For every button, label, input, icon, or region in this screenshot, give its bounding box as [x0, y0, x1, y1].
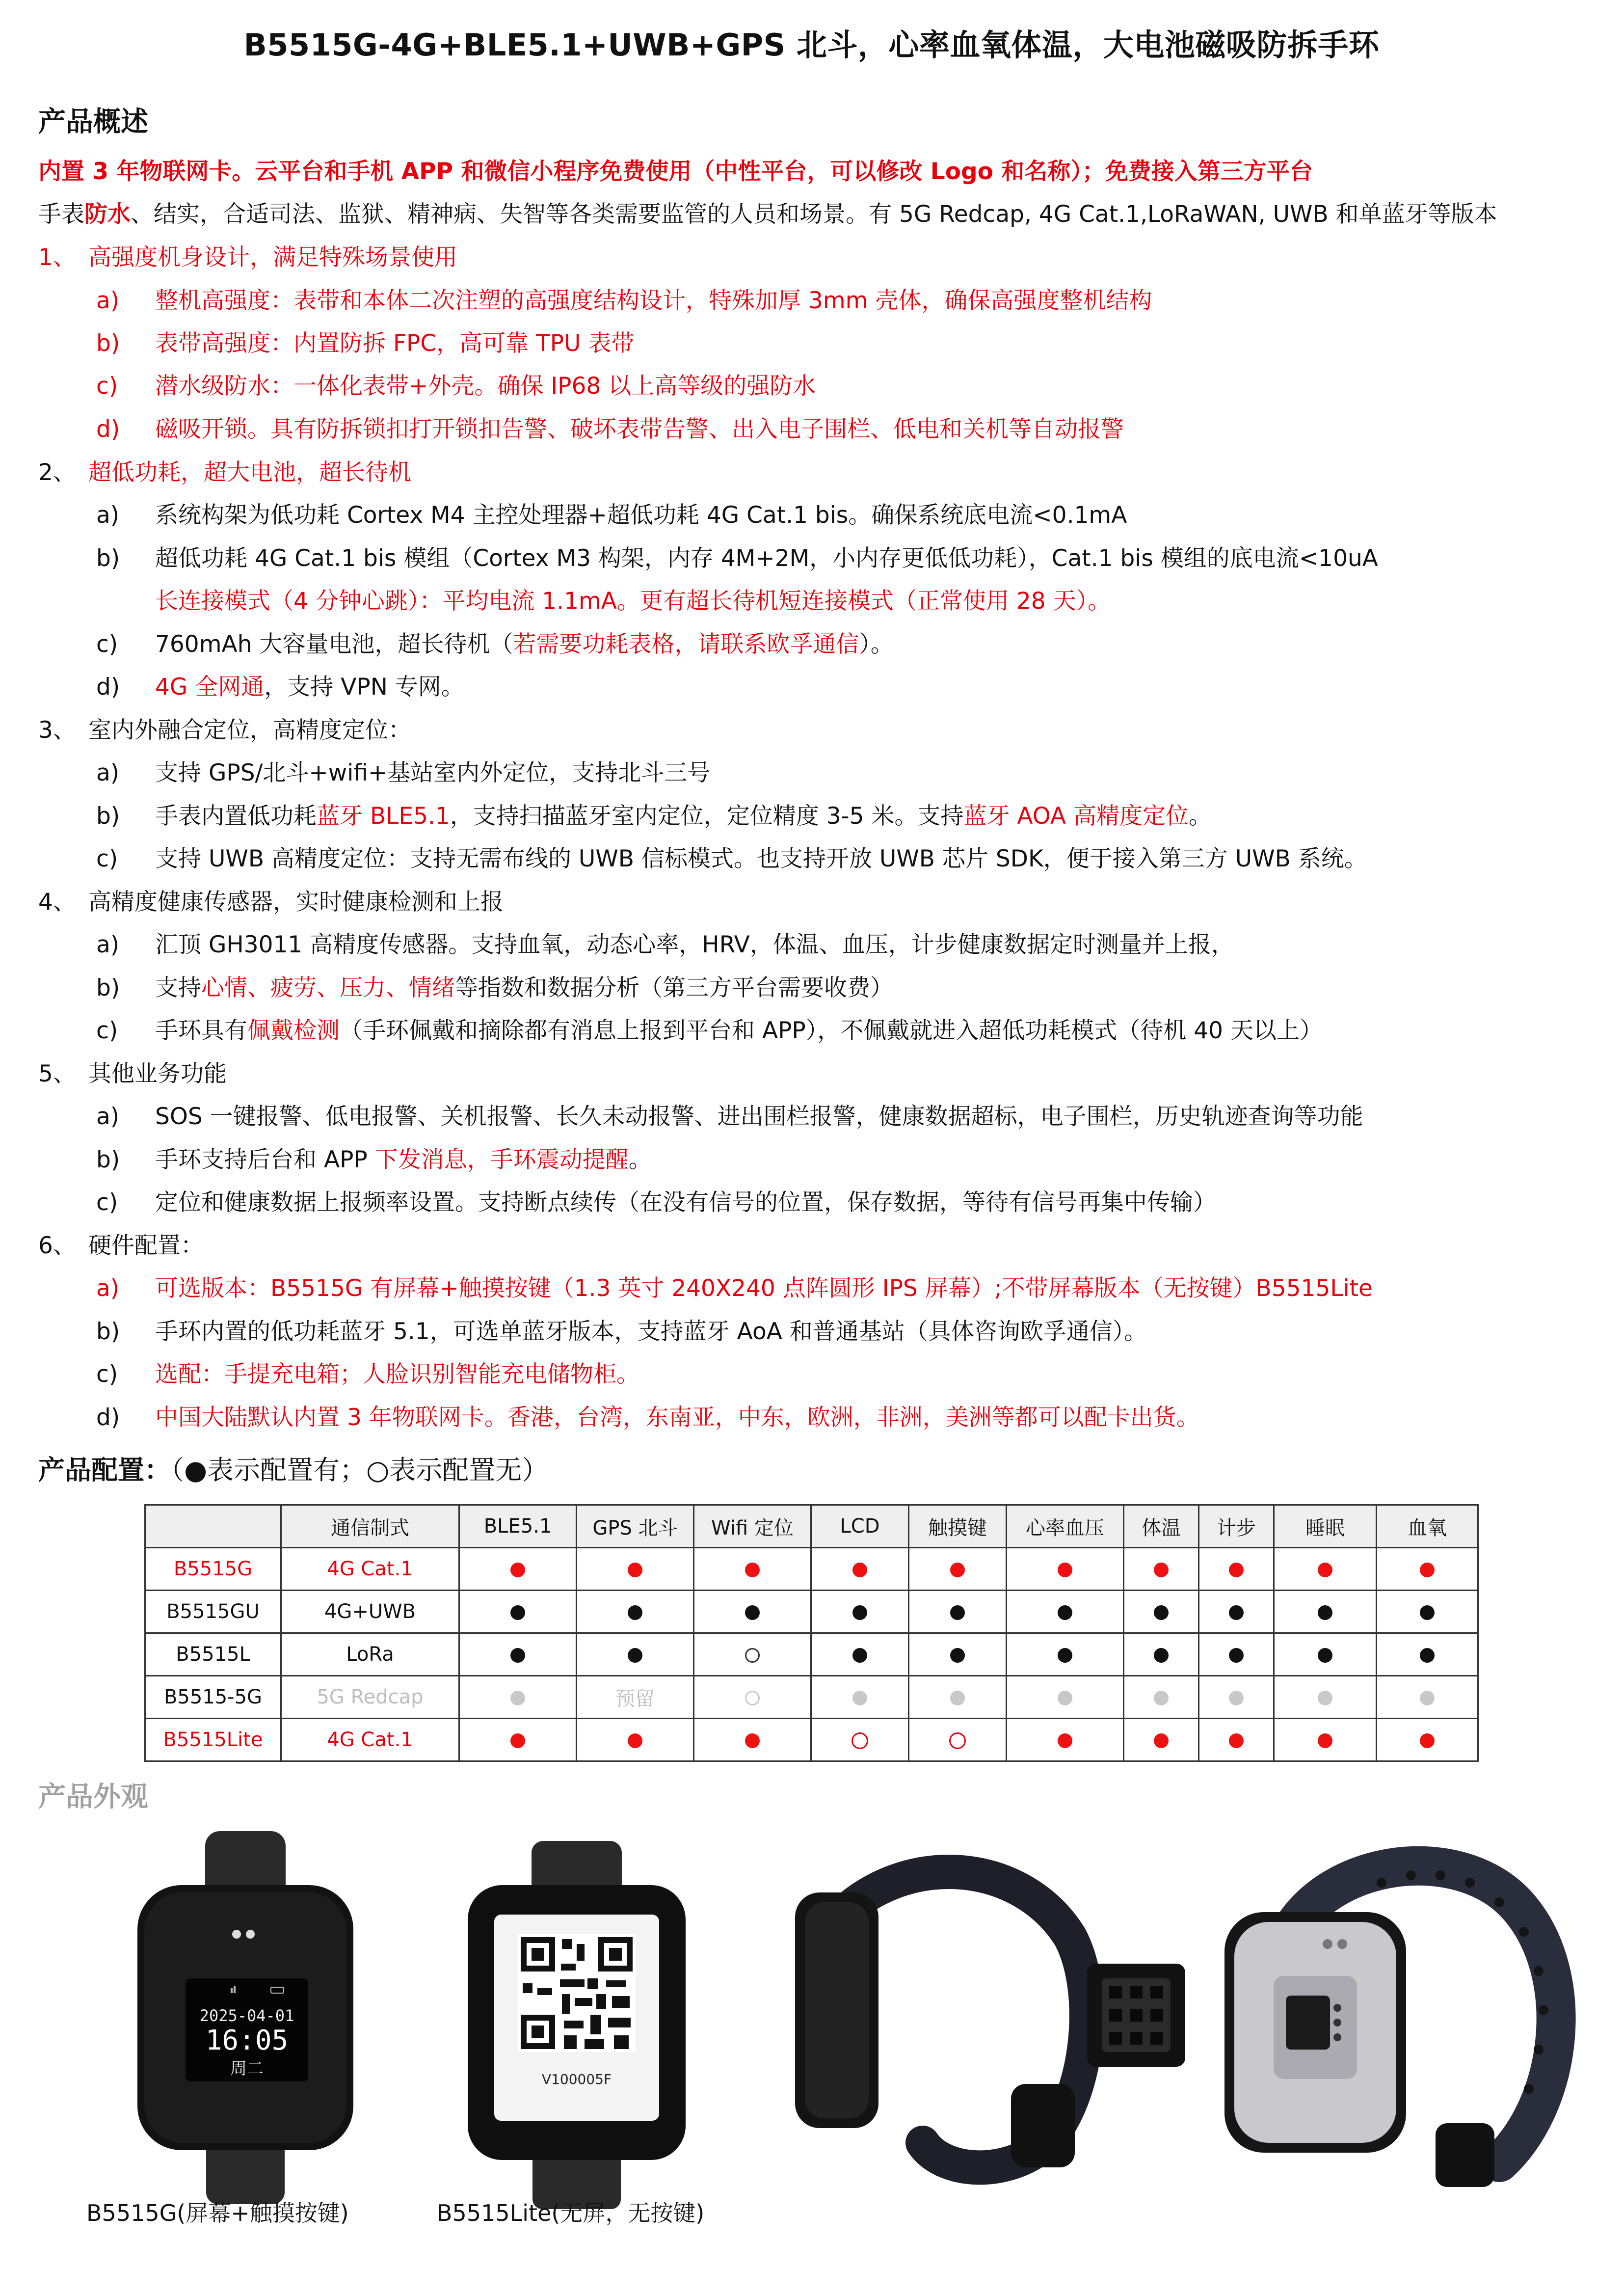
magnetic-clasp-image	[1082, 1954, 1190, 2077]
s2-c-contact: 若需要功耗表格，请联系欧孚通信	[513, 631, 859, 658]
yes-dot-icon	[1229, 1691, 1244, 1705]
s3-title: 室内外融合定位，高精度定位：	[88, 717, 411, 744]
s5-c-text: 定位和健康数据上报频率设置。支持断点续传（在没有信号的位置，保存数据，等待有信号再集中传输）	[155, 1189, 1216, 1216]
watch-side-view-image	[775, 1829, 1119, 2202]
yes-dot-icon	[745, 1563, 760, 1577]
s3-b-text	[155, 802, 1212, 831]
s6-b-key: b)	[96, 1318, 120, 1345]
table-header-cell: 心率血压	[1007, 1505, 1124, 1548]
table-header-row	[145, 1505, 1478, 1548]
caption-b5515lite: B5515Lite(无屏，无按键)	[437, 2200, 705, 2226]
s4-c-wear: 佩戴检测	[247, 1017, 340, 1044]
comm-cell: 4G+UWB	[281, 1591, 459, 1633]
watch-b5515lite-image	[459, 1841, 694, 2214]
model-cell: B5515L	[145, 1633, 281, 1676]
qr-code-icon	[518, 1934, 636, 2052]
yes-dot-icon	[950, 1648, 965, 1663]
yes-dot-icon	[745, 1733, 760, 1748]
comm-cell: LoRa	[281, 1633, 459, 1676]
s3-b-part-a: 手表内置低功耗	[155, 803, 317, 830]
s1-c-key: c)	[96, 373, 118, 400]
yes-dot-icon	[1154, 1691, 1169, 1705]
table-row	[145, 1591, 1478, 1633]
table-header-cell: LCD	[811, 1505, 909, 1548]
yes-dot-icon	[1154, 1605, 1169, 1620]
yes-dot-icon	[510, 1605, 525, 1620]
yes-dot-icon	[510, 1563, 525, 1577]
yes-dot-icon	[1318, 1648, 1332, 1663]
yes-dot-icon	[950, 1563, 965, 1577]
s3-a-key: a)	[96, 759, 120, 786]
s1-d-key: d)	[96, 416, 120, 443]
watch-b5515g-image	[128, 1821, 363, 2214]
s1-d-text: 磁吸开锁。具有防拆锁扣打开锁扣告警、破坏表带告警、出入电子围栏、低电和关机等自动报警	[155, 416, 1124, 443]
yes-dot-icon	[1154, 1563, 1169, 1577]
yes-dot-icon	[1318, 1563, 1332, 1577]
s2-b-key: b)	[96, 545, 120, 572]
s2-b2-text: 长连接模式（4 分钟心跳）：平均电流 1.1mA。更有超长待机短连接模式（正常使用 28 天）。	[155, 588, 1111, 615]
yes-dot-icon	[1229, 1605, 1244, 1620]
no-circle-icon	[745, 1648, 760, 1663]
s2-d-part-b: ，支持 VPN 专网。	[264, 674, 464, 701]
s2-c-text	[155, 630, 894, 659]
s5-b-part-a: 手环支持后台和 APP	[155, 1146, 375, 1173]
s1-b-key: b)	[96, 330, 120, 357]
table-header-cell: 睡眠	[1274, 1505, 1377, 1548]
s2-c-key: c)	[96, 631, 118, 658]
s2-a-text: 系统构架为低功耗 Cortex M4 主控处理器+超低功耗 4G Cat.1 bis。确保系统底电流<0.1mA	[155, 502, 1127, 529]
comm-cell: 5G Redcap	[281, 1676, 459, 1719]
s3-c-text: 支持 UWB 高精度定位：支持无需布线的 UWB 信标模式。也支持开放 UWB 芯片 SDK，便于接入第三方 UWB 系统。	[155, 845, 1367, 872]
s5-a-text: SOS 一键报警、低电报警、关机报警、长久未动报警、进出围栏报警，健康数据超标，电子围栏，历史轨迹查询等功能	[155, 1103, 1363, 1130]
intro-text-a: 手表	[38, 201, 84, 228]
s4-b-key: b)	[96, 974, 120, 1001]
yes-dot-icon	[628, 1563, 642, 1577]
table-row	[145, 1548, 1478, 1591]
yes-dot-icon	[1058, 1563, 1072, 1577]
s1-a-key: a)	[96, 287, 120, 314]
yes-dot-icon	[852, 1648, 867, 1663]
s2-a-key: a)	[96, 502, 120, 529]
yes-dot-icon	[852, 1605, 867, 1620]
yes-dot-icon	[628, 1648, 642, 1663]
table-header-cell: 通信制式	[281, 1505, 459, 1548]
s5-title: 其他业务功能	[88, 1060, 227, 1087]
config-table	[144, 1504, 1479, 1762]
table-header-cell: Wifi 定位	[694, 1505, 811, 1548]
s4-c-part-b: （手环佩戴和摘除都有消息上报到平台和 APP），不佩戴就进入超低功耗模式（待机 40 天以上）	[340, 1017, 1323, 1044]
overview-highlight: 内置 3 年物联网卡。云平台和手机 APP 和微信小程序免费使用（中性平台，可以修改 Logo 和名称）；免费接入第三方平台	[38, 158, 1313, 185]
yes-dot-icon	[950, 1605, 965, 1620]
s6-d-text: 中国大陆默认内置 3 年物联网卡。香港，台湾，东南亚，中东，欧洲，非洲，美洲等都可以配卡出货。	[155, 1404, 1199, 1431]
s2-b-text: 超低功耗 4G Cat.1 bis 模组（Cortex M3 构架，内存 4M+2M，小内存更低低功耗），Cat.1 bis 模组的底电流<10uA	[155, 545, 1378, 572]
yes-dot-icon	[1154, 1733, 1169, 1748]
s5-a-key: a)	[96, 1103, 120, 1130]
s4-title: 高精度健康传感器，实时健康检测和上报	[88, 889, 504, 916]
yes-dot-icon	[1420, 1605, 1435, 1620]
s4-number: 4、	[38, 889, 76, 916]
watch1-day: 周二	[230, 2059, 264, 2079]
watch1-date: 2025-04-01	[199, 2006, 294, 2025]
yes-dot-icon	[1058, 1605, 1072, 1620]
s2-c-part-a: 760mAh 大容量电池，超长待机（	[155, 631, 513, 658]
s1-number: 1、	[38, 244, 76, 271]
s4-b-text	[155, 973, 893, 1003]
table-row	[145, 1633, 1478, 1676]
yes-dot-icon	[1318, 1733, 1332, 1748]
appearance-heading: 产品外观	[38, 1781, 148, 1813]
s3-b-aoa: 蓝牙 AOA 高精度定位	[963, 803, 1189, 830]
s2-title: 超低功耗，超大电池，超长待机	[88, 459, 411, 486]
s3-b-key: b)	[96, 803, 120, 830]
yes-dot-icon	[1058, 1648, 1072, 1663]
s3-number: 3、	[38, 717, 76, 744]
yes-dot-icon	[852, 1691, 867, 1705]
model-cell: B5515G	[145, 1548, 281, 1591]
yes-dot-icon	[628, 1605, 642, 1620]
yes-dot-icon	[1420, 1648, 1435, 1663]
s1-b-text: 表带高强度：内置防拆 FPC，高可靠 TPU 表带	[155, 330, 635, 357]
table-header-cell: 计步	[1199, 1505, 1274, 1548]
page-title: B5515G-4G+BLE5.1+UWB+GPS 北斗，心率血氧体温，大电池磁吸防拆手环	[243, 27, 1380, 63]
s5-b-key: b)	[96, 1146, 120, 1173]
table-header-cell: GPS 北斗	[577, 1505, 694, 1548]
s5-b-part-b: 。	[628, 1146, 652, 1173]
model-cell: B5515-5G	[145, 1676, 281, 1719]
yes-dot-icon	[1058, 1691, 1072, 1705]
s6-title: 硬件配置：	[88, 1232, 204, 1259]
s3-b-ble: 蓝牙 BLE5.1	[317, 803, 450, 830]
watch1-time: 16:05	[205, 2025, 289, 2056]
s4-c-text	[155, 1016, 1323, 1046]
caption-b5515g: B5515G(屏幕+触摸按键)	[86, 2200, 349, 2226]
s4-b-emotion: 心情、疲劳、压力、情绪	[201, 974, 455, 1001]
table-header-cell: 触摸键	[909, 1505, 1007, 1548]
yes-dot-icon	[852, 1563, 867, 1577]
s6-a-text: 可选版本：B5515G 有屏幕+触摸按键（1.3 英寸 240X240 点阵圆形 IPS 屏幕）;不带屏幕版本（无按键）B5515Lite	[155, 1275, 1373, 1302]
s2-c-part-b: ）。	[859, 631, 894, 658]
s1-a-text: 整机高强度：表带和本体二次注塑的高强度结构设计，特殊加厚 3mm 壳体，确保高强度整机结构	[155, 287, 1152, 314]
intro-text-b: 、结实，合适司法、监狱、精神病、失智等各类需要监管的人员和场景。有 5G Redcap, 4G Cat.1,LoRaWAN, UWB 和单蓝牙等版本	[131, 201, 1497, 228]
yes-dot-icon	[1318, 1691, 1332, 1705]
s6-number: 6、	[38, 1232, 76, 1259]
yes-dot-icon	[1420, 1691, 1435, 1705]
watch-back-view-image	[1205, 1829, 1588, 2202]
no-circle-icon	[745, 1691, 760, 1705]
overview-heading: 产品概述	[38, 106, 148, 138]
watch2-id: V100005F	[541, 2071, 612, 2087]
table-header-cell: 血氧	[1377, 1505, 1478, 1548]
s4-c-key: c)	[96, 1017, 118, 1044]
yes-dot-icon	[510, 1648, 525, 1663]
s6-c-text: 选配：手提充电箱；人脸识别智能充电储物柜。	[155, 1361, 639, 1388]
yes-dot-icon	[1420, 1733, 1435, 1748]
s1-c-text: 潜水级防水：一体化表带+外壳。确保 IP68 以上高等级的强防水	[155, 373, 816, 400]
no-circle-icon	[949, 1732, 966, 1749]
s6-a-key: a)	[96, 1275, 120, 1302]
yes-dot-icon	[950, 1691, 965, 1705]
yes-dot-icon	[1229, 1648, 1244, 1663]
overview-intro	[38, 200, 1497, 229]
s5-number: 5、	[38, 1060, 76, 1087]
s4-a-key: a)	[96, 931, 120, 958]
s4-b-part-b: 等指数和数据分析（第三方平台需要收费）	[455, 974, 893, 1001]
yes-dot-icon	[1318, 1605, 1332, 1620]
yes-dot-icon	[1154, 1648, 1169, 1663]
s3-c-key: c)	[96, 845, 118, 872]
s3-a-text: 支持 GPS/北斗+wifi+基站室内外定位，支持北斗三号	[155, 759, 711, 786]
yes-dot-icon	[1229, 1733, 1244, 1748]
s3-b-part-c: 。	[1189, 803, 1212, 830]
s4-a-text: 汇顶 GH3011 高精度传感器。支持血氧，动态心率，HRV，体温、血压，计步健康数据定时测量并上报，	[155, 931, 1234, 958]
s2-d-key: d)	[96, 674, 120, 701]
s2-d-network: 4G 全网通	[155, 674, 265, 701]
s4-c-part-a: 手环具有	[155, 1017, 247, 1044]
model-cell: B5515Lite	[145, 1719, 281, 1761]
s5-c-key: c)	[96, 1189, 118, 1216]
config-heading: 产品配置：	[38, 1455, 171, 1486]
s1-title: 高强度机身设计，满足特殊场景使用	[88, 244, 457, 271]
model-cell: B5515GU	[145, 1591, 281, 1633]
intro-waterproof: 防水	[84, 201, 131, 228]
s6-b-text: 手环内置的低功耗蓝牙 5.1，可选单蓝牙版本，支持蓝牙 AoA 和普通基站（具体咨询欧孚通信）。	[155, 1318, 1147, 1345]
yes-dot-icon	[628, 1733, 642, 1748]
s6-d-key: d)	[96, 1404, 120, 1431]
table-header-cell: BLE5.1	[459, 1505, 577, 1548]
yes-dot-icon	[1420, 1563, 1435, 1577]
s3-b-part-b: ，支持扫描蓝牙室内定位，定位精度 3-5 米。支持	[450, 803, 964, 830]
s5-b-text	[155, 1145, 652, 1175]
comm-cell: 4G Cat.1	[281, 1548, 459, 1591]
table-row	[145, 1676, 1478, 1719]
yes-dot-icon	[510, 1733, 525, 1748]
s6-c-key: c)	[96, 1361, 118, 1388]
yes-dot-icon	[510, 1691, 525, 1705]
s5-b-message: 下发消息，手环震动提醒	[374, 1146, 629, 1173]
comm-cell: 4G Cat.1	[281, 1719, 459, 1761]
s4-b-part-a: 支持	[155, 974, 201, 1001]
yes-dot-icon	[1229, 1563, 1244, 1577]
table-header-cell	[145, 1505, 281, 1548]
table-row	[145, 1719, 1478, 1761]
yes-dot-icon	[1058, 1733, 1072, 1748]
s2-d-text	[155, 673, 464, 702]
s2-number: 2、	[38, 459, 76, 486]
config-heading-line	[38, 1453, 548, 1487]
reserved-cell: 预留	[577, 1676, 694, 1719]
table-header-cell: 体温	[1124, 1505, 1199, 1548]
no-circle-icon	[851, 1732, 868, 1749]
yes-dot-icon	[745, 1605, 760, 1620]
config-legend: （●表示配置有；○表示配置无）	[171, 1455, 549, 1486]
